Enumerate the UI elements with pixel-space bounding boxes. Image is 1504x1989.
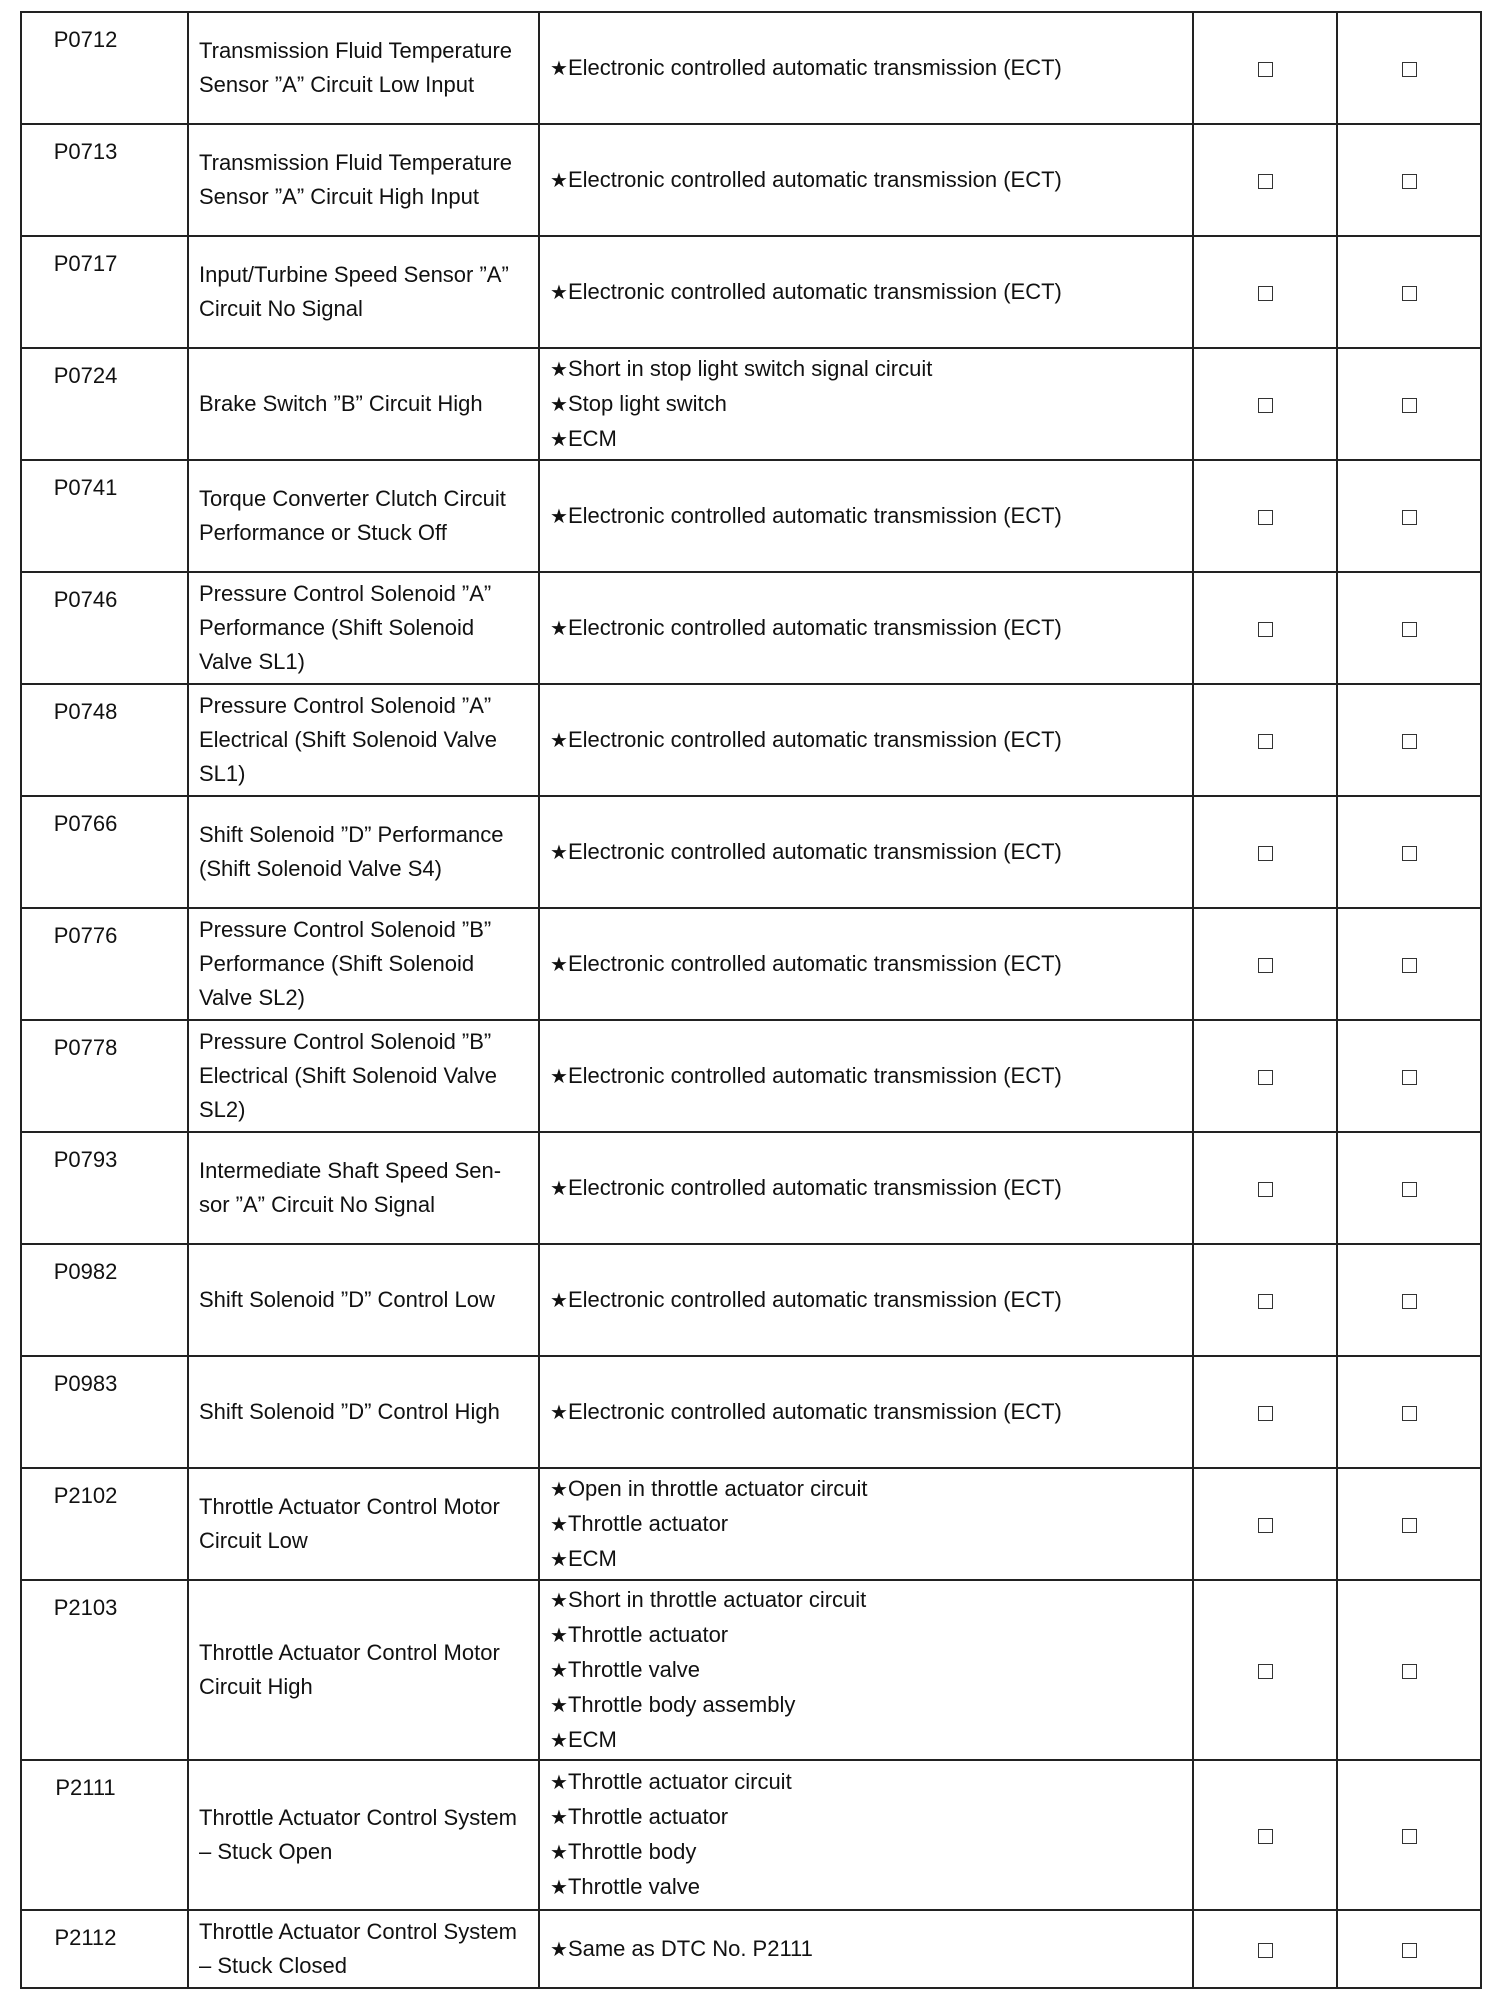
dtc-code-cell	[21, 348, 188, 460]
dtc-description-cell	[188, 684, 539, 796]
dtc-description-line: (Shift Solenoid Valve S4)	[199, 856, 442, 881]
check-column-2-cell	[1337, 236, 1481, 348]
trouble-area-text: Electronic controlled automatic transmission (ECT)	[567, 614, 1062, 640]
check-column-2-cell	[1337, 796, 1481, 908]
dtc-description-line: Sensor ”A” Circuit Low Input	[199, 72, 475, 97]
checkbox-icon[interactable]	[1258, 1829, 1273, 1844]
check-column-1-cell	[1193, 796, 1337, 908]
dtc-code: P0776	[53, 923, 118, 948]
table-row	[21, 1910, 1481, 1988]
dtc-description-line: Circuit High	[199, 1674, 313, 1699]
check-column-2-cell	[1337, 572, 1481, 684]
dtc-description-cell	[188, 1580, 539, 1760]
trouble-area-text: Electronic controlled automatic transmission (ECT)	[567, 1062, 1062, 1088]
dtc-code-cell	[21, 460, 188, 572]
checkbox-icon[interactable]	[1402, 174, 1417, 189]
checkbox-icon[interactable]	[1258, 1182, 1273, 1197]
dtc-code: P0717	[53, 251, 118, 276]
check-column-1-cell	[1193, 1356, 1337, 1468]
trouble-area-item	[550, 835, 1182, 870]
checkbox-icon[interactable]	[1402, 734, 1417, 749]
dtc-description-line: Valve SL2)	[199, 985, 305, 1010]
trouble-area-cell	[539, 1132, 1193, 1244]
dtc-code-cell	[21, 1760, 188, 1910]
check-column-1-cell	[1193, 236, 1337, 348]
trouble-area-text: ECM	[567, 1545, 617, 1571]
dtc-description-line: Valve SL1)	[199, 649, 305, 674]
dtc-description-cell	[188, 460, 539, 572]
trouble-area-item	[550, 611, 1182, 646]
dtc-code: P0712	[53, 27, 118, 52]
star-bullet-icon: ★	[550, 358, 568, 381]
star-bullet-icon: ★	[550, 169, 568, 192]
checkbox-icon[interactable]	[1258, 174, 1273, 189]
dtc-description-line: Throttle Actuator Control Motor	[199, 1494, 500, 1519]
dtc-description-cell	[188, 572, 539, 684]
star-bullet-icon: ★	[550, 1729, 568, 1752]
dtc-code: P0746	[53, 587, 118, 612]
dtc-code-cell	[21, 1020, 188, 1132]
dtc-code-cell	[21, 236, 188, 348]
trouble-area-text: Throttle actuator	[567, 1621, 729, 1647]
trouble-area-cell	[539, 348, 1193, 460]
check-column-1-cell	[1193, 1910, 1337, 1988]
checkbox-icon[interactable]	[1402, 1518, 1417, 1533]
star-bullet-icon: ★	[550, 1589, 568, 1612]
trouble-area-item	[550, 422, 1182, 457]
dtc-description-line: Pressure Control Solenoid ”B”	[199, 917, 492, 942]
trouble-area-cell	[539, 684, 1193, 796]
trouble-area-item	[550, 387, 1182, 422]
star-bullet-icon: ★	[550, 1289, 568, 1312]
checkbox-icon[interactable]	[1402, 1182, 1417, 1197]
star-bullet-icon: ★	[550, 1842, 568, 1864]
dtc-code: P2112	[54, 1925, 117, 1950]
trouble-area-item	[550, 947, 1182, 982]
trouble-area-text: ECM	[567, 425, 617, 451]
trouble-area-item	[550, 1507, 1182, 1542]
table-row	[21, 124, 1481, 236]
dtc-code-cell	[21, 1468, 188, 1580]
table-row	[21, 572, 1481, 684]
star-bullet-icon: ★	[550, 1177, 568, 1200]
dtc-code-cell	[21, 572, 188, 684]
checkbox-icon[interactable]	[1402, 958, 1417, 973]
trouble-area-item	[550, 1835, 1182, 1870]
dtc-description-cell	[188, 1760, 539, 1910]
checkbox-icon[interactable]	[1258, 1406, 1273, 1421]
check-column-1-cell	[1193, 12, 1337, 124]
dtc-description-cell	[188, 1132, 539, 1244]
trouble-area-text: Electronic controlled automatic transmission (ECT)	[567, 166, 1062, 192]
trouble-area-cell	[539, 1356, 1193, 1468]
dtc-description-line: Electrical (Shift Solenoid Valve	[199, 1063, 497, 1088]
star-bullet-icon: ★	[550, 1401, 568, 1424]
check-column-2-cell	[1337, 348, 1481, 460]
trouble-area-item	[550, 1653, 1182, 1688]
dtc-code-cell	[21, 1244, 188, 1356]
check-column-1-cell	[1193, 1132, 1337, 1244]
dtc-code: P0748	[53, 699, 118, 724]
trouble-area-text: Throttle actuator	[567, 1804, 729, 1829]
checkbox-icon[interactable]	[1402, 846, 1417, 861]
dtc-code: P0982	[53, 1259, 118, 1284]
table-row	[21, 1580, 1481, 1760]
trouble-area-text: Electronic controlled automatic transmission (ECT)	[567, 1286, 1062, 1312]
star-bullet-icon: ★	[550, 428, 568, 451]
dtc-description-line: Circuit No Signal	[199, 296, 363, 321]
star-bullet-icon: ★	[550, 1807, 568, 1829]
dtc-description-cell	[188, 1356, 539, 1468]
dtc-description-cell	[188, 1244, 539, 1356]
trouble-area-item	[550, 1542, 1182, 1577]
check-column-2-cell	[1337, 124, 1481, 236]
trouble-area-cell	[539, 460, 1193, 572]
trouble-area-text: Stop light switch	[567, 390, 727, 416]
star-bullet-icon: ★	[550, 1772, 568, 1794]
trouble-area-text: Electronic controlled automatic transmission (ECT)	[567, 726, 1062, 752]
checkbox-icon[interactable]	[1258, 622, 1273, 637]
check-column-2-cell	[1337, 908, 1481, 1020]
dtc-code: P2103	[53, 1595, 118, 1620]
checkbox-icon[interactable]	[1402, 286, 1417, 301]
star-bullet-icon: ★	[550, 1659, 568, 1682]
trouble-area-item	[550, 1472, 1182, 1507]
check-column-1-cell	[1193, 348, 1337, 460]
trouble-area-cell	[539, 1468, 1193, 1580]
trouble-area-cell	[539, 124, 1193, 236]
table-row	[21, 1356, 1481, 1468]
checkbox-icon[interactable]	[1258, 734, 1273, 749]
dtc-code-cell	[21, 1580, 188, 1760]
trouble-area-cell	[539, 1910, 1193, 1988]
checkbox-icon[interactable]	[1402, 622, 1417, 637]
checkbox-icon[interactable]	[1402, 510, 1417, 525]
check-column-1-cell	[1193, 1020, 1337, 1132]
check-column-1-cell	[1193, 1580, 1337, 1760]
trouble-area-cell	[539, 796, 1193, 908]
trouble-area-text: Throttle actuator	[567, 1510, 729, 1536]
checkbox-icon[interactable]	[1402, 398, 1417, 413]
trouble-area-text: Same as DTC No. P2111	[567, 1935, 813, 1961]
trouble-area-item	[550, 1059, 1182, 1094]
star-bullet-icon: ★	[550, 1513, 568, 1536]
table-row	[21, 12, 1481, 124]
check-column-1-cell	[1193, 1468, 1337, 1580]
check-column-2-cell	[1337, 1356, 1481, 1468]
dtc-description-line: Transmission Fluid Temperature	[199, 38, 513, 63]
checkbox-icon[interactable]	[1258, 62, 1273, 77]
trouble-area-text: Short in stop light switch signal circuit	[567, 355, 933, 381]
table-row	[21, 1244, 1481, 1356]
checkbox-icon[interactable]	[1402, 1943, 1417, 1958]
star-bullet-icon: ★	[550, 729, 568, 752]
dtc-description-line: Pressure Control Solenoid ”B”	[199, 1029, 492, 1054]
dtc-description-line: – Stuck Closed	[199, 1953, 347, 1978]
dtc-code: P0713	[53, 139, 118, 164]
trouble-area-item	[550, 1283, 1182, 1318]
star-bullet-icon: ★	[550, 1938, 568, 1961]
dtc-code-cell	[21, 796, 188, 908]
trouble-area-item	[550, 1932, 1182, 1967]
star-bullet-icon: ★	[550, 1694, 568, 1717]
checkbox-icon[interactable]	[1402, 1406, 1417, 1421]
checkbox-icon[interactable]	[1402, 1664, 1417, 1679]
dtc-code-cell	[21, 684, 188, 796]
table-row	[21, 796, 1481, 908]
dtc-description-line: Shift Solenoid ”D” Control Low	[199, 1287, 495, 1312]
dtc-description-line: Electrical (Shift Solenoid Valve	[199, 727, 497, 752]
dtc-description-cell	[188, 348, 539, 460]
dtc-code: P2102	[53, 1483, 118, 1508]
dtc-code-cell	[21, 1132, 188, 1244]
dtc-description-line: Torque Converter Clutch Circuit	[199, 486, 506, 511]
trouble-area-text: ECM	[567, 1726, 617, 1752]
trouble-area-text: Throttle body	[567, 1839, 697, 1864]
check-column-2-cell	[1337, 1760, 1481, 1910]
checkbox-icon[interactable]	[1402, 62, 1417, 77]
dtc-code: P0741	[53, 475, 118, 500]
table-row	[21, 908, 1481, 1020]
trouble-area-item	[550, 1688, 1182, 1723]
checkbox-icon[interactable]	[1258, 846, 1273, 861]
dtc-description-line: Performance (Shift Solenoid	[199, 951, 475, 976]
trouble-area-item	[550, 1765, 1182, 1800]
check-column-2-cell	[1337, 12, 1481, 124]
dtc-description-cell	[188, 236, 539, 348]
table-row	[21, 1132, 1481, 1244]
dtc-code-cell	[21, 1356, 188, 1468]
star-bullet-icon: ★	[550, 281, 568, 304]
trouble-area-item	[550, 51, 1182, 86]
table-row	[21, 1020, 1481, 1132]
checkbox-icon[interactable]	[1258, 1518, 1273, 1533]
trouble-area-item	[550, 1800, 1182, 1835]
star-bullet-icon: ★	[550, 57, 568, 80]
checkbox-icon[interactable]	[1402, 1294, 1417, 1309]
dtc-code-cell	[21, 1910, 188, 1988]
trouble-area-text: Short in throttle actuator circuit	[567, 1586, 867, 1612]
star-bullet-icon: ★	[550, 617, 568, 640]
dtc-description-line: Brake Switch ”B” Circuit High	[199, 391, 483, 416]
trouble-area-text: Throttle body assembly	[567, 1691, 796, 1717]
dtc-table-body	[21, 12, 1481, 1988]
check-column-1-cell	[1193, 460, 1337, 572]
trouble-area-item	[550, 1723, 1182, 1758]
star-bullet-icon: ★	[550, 1548, 568, 1571]
dtc-description-line: sor ”A” Circuit No Signal	[199, 1192, 435, 1217]
dtc-description-line: Transmission Fluid Temperature	[199, 150, 513, 175]
trouble-area-text: Electronic controlled automatic transmission (ECT)	[567, 278, 1062, 304]
trouble-area-item	[550, 1618, 1182, 1653]
table-row	[21, 460, 1481, 572]
dtc-description-line: Shift Solenoid ”D” Control High	[199, 1399, 500, 1424]
check-column-2-cell	[1337, 460, 1481, 572]
trouble-area-item	[550, 499, 1182, 534]
check-column-2-cell	[1337, 1244, 1481, 1356]
trouble-area-text: Electronic controlled automatic transmission (ECT)	[567, 502, 1062, 528]
checkbox-icon[interactable]	[1258, 1294, 1273, 1309]
star-bullet-icon: ★	[550, 393, 568, 416]
check-column-1-cell	[1193, 572, 1337, 684]
dtc-code: P0724	[53, 363, 118, 388]
trouble-area-cell	[539, 236, 1193, 348]
star-bullet-icon: ★	[550, 1877, 568, 1899]
star-bullet-icon: ★	[550, 1065, 568, 1088]
star-bullet-icon: ★	[550, 953, 568, 976]
star-bullet-icon: ★	[550, 1478, 568, 1501]
dtc-description-line: Throttle Actuator Control Motor	[199, 1640, 500, 1665]
check-column-1-cell	[1193, 1244, 1337, 1356]
check-column-2-cell	[1337, 1132, 1481, 1244]
table-row	[21, 1760, 1481, 1910]
trouble-area-cell	[539, 908, 1193, 1020]
dtc-code-cell	[21, 124, 188, 236]
check-column-2-cell	[1337, 684, 1481, 796]
dtc-code: P0983	[53, 1371, 118, 1396]
check-column-2-cell	[1337, 1910, 1481, 1988]
trouble-area-item	[550, 275, 1182, 310]
checkbox-icon[interactable]	[1258, 958, 1273, 973]
trouble-area-cell	[539, 1760, 1193, 1910]
check-column-2-cell	[1337, 1020, 1481, 1132]
dtc-description-line: SL1)	[199, 761, 246, 786]
trouble-area-text: Electronic controlled automatic transmission (ECT)	[567, 838, 1062, 864]
dtc-description-line: Input/Turbine Speed Sensor ”A”	[199, 262, 509, 287]
trouble-area-item	[550, 1395, 1182, 1430]
table-row	[21, 1468, 1481, 1580]
table-row	[21, 348, 1481, 460]
trouble-area-text: Electronic controlled automatic transmission (ECT)	[567, 950, 1062, 976]
trouble-area-item	[550, 163, 1182, 198]
dtc-description-line: Throttle Actuator Control System	[199, 1919, 517, 1944]
dtc-code: P0766	[53, 811, 118, 836]
star-bullet-icon: ★	[550, 1624, 568, 1647]
dtc-description-cell	[188, 124, 539, 236]
check-column-1-cell	[1193, 1760, 1337, 1910]
trouble-area-text: Electronic controlled automatic transmission (ECT)	[567, 1398, 1062, 1424]
star-bullet-icon: ★	[550, 841, 568, 864]
dtc-description-line: Performance or Stuck Off	[199, 520, 447, 545]
checkbox-icon[interactable]	[1258, 1664, 1273, 1679]
dtc-description-line: Sensor ”A” Circuit High Input	[199, 184, 479, 209]
dtc-description-cell	[188, 908, 539, 1020]
checkbox-icon[interactable]	[1258, 1070, 1273, 1085]
dtc-code: P0793	[53, 1147, 118, 1172]
trouble-area-cell	[539, 572, 1193, 684]
check-column-2-cell	[1337, 1580, 1481, 1760]
table-row	[21, 684, 1481, 796]
table-row	[21, 236, 1481, 348]
dtc-description-cell	[188, 12, 539, 124]
dtc-code-cell	[21, 908, 188, 1020]
trouble-area-text: Electronic controlled automatic transmission (ECT)	[567, 54, 1062, 80]
dtc-description-line: Shift Solenoid ”D” Performance	[199, 822, 504, 847]
dtc-table	[20, 11, 1482, 1989]
check-column-1-cell	[1193, 908, 1337, 1020]
dtc-description-line: SL2)	[199, 1097, 246, 1122]
dtc-code: P0778	[53, 1035, 118, 1060]
checkbox-icon[interactable]	[1258, 286, 1273, 301]
checkbox-icon[interactable]	[1258, 398, 1273, 413]
dtc-description-line: Pressure Control Solenoid ”A”	[199, 581, 492, 606]
trouble-area-text: Throttle valve	[567, 1656, 700, 1682]
trouble-area-text: Open in throttle actuator circuit	[567, 1475, 868, 1501]
dtc-code-cell	[21, 12, 188, 124]
trouble-area-text: Electronic controlled automatic transmission (ECT)	[567, 1174, 1062, 1200]
trouble-area-item	[550, 352, 1182, 387]
dtc-description-line: – Stuck Open	[199, 1839, 333, 1864]
dtc-description-line: Performance (Shift Solenoid	[199, 615, 475, 640]
trouble-area-item	[550, 1583, 1182, 1618]
trouble-area-cell	[539, 12, 1193, 124]
trouble-area-item	[550, 723, 1182, 758]
check-column-2-cell	[1337, 1468, 1481, 1580]
check-column-1-cell	[1193, 124, 1337, 236]
trouble-area-text: Throttle valve	[567, 1874, 700, 1899]
dtc-description-line: Throttle Actuator Control System	[199, 1805, 517, 1830]
trouble-area-text: Throttle actuator circuit	[567, 1769, 792, 1794]
dtc-description-line: Circuit Low	[199, 1528, 308, 1553]
trouble-area-cell	[539, 1020, 1193, 1132]
checkbox-icon[interactable]	[1258, 1943, 1273, 1958]
dtc-description-line: Intermediate Shaft Speed Sen-	[199, 1158, 502, 1183]
checkbox-icon[interactable]	[1402, 1070, 1417, 1085]
dtc-description-cell	[188, 796, 539, 908]
star-bullet-icon: ★	[550, 505, 568, 528]
trouble-area-cell	[539, 1244, 1193, 1356]
checkbox-icon[interactable]	[1402, 1829, 1417, 1844]
dtc-code: P2111	[55, 1775, 116, 1800]
trouble-area-cell	[539, 1580, 1193, 1760]
check-column-1-cell	[1193, 684, 1337, 796]
dtc-description-line: Pressure Control Solenoid ”A”	[199, 693, 492, 718]
dtc-description-cell	[188, 1020, 539, 1132]
dtc-description-cell	[188, 1910, 539, 1988]
dtc-description-cell	[188, 1468, 539, 1580]
trouble-area-item	[550, 1870, 1182, 1905]
checkbox-icon[interactable]	[1258, 510, 1273, 525]
trouble-area-item	[550, 1171, 1182, 1206]
